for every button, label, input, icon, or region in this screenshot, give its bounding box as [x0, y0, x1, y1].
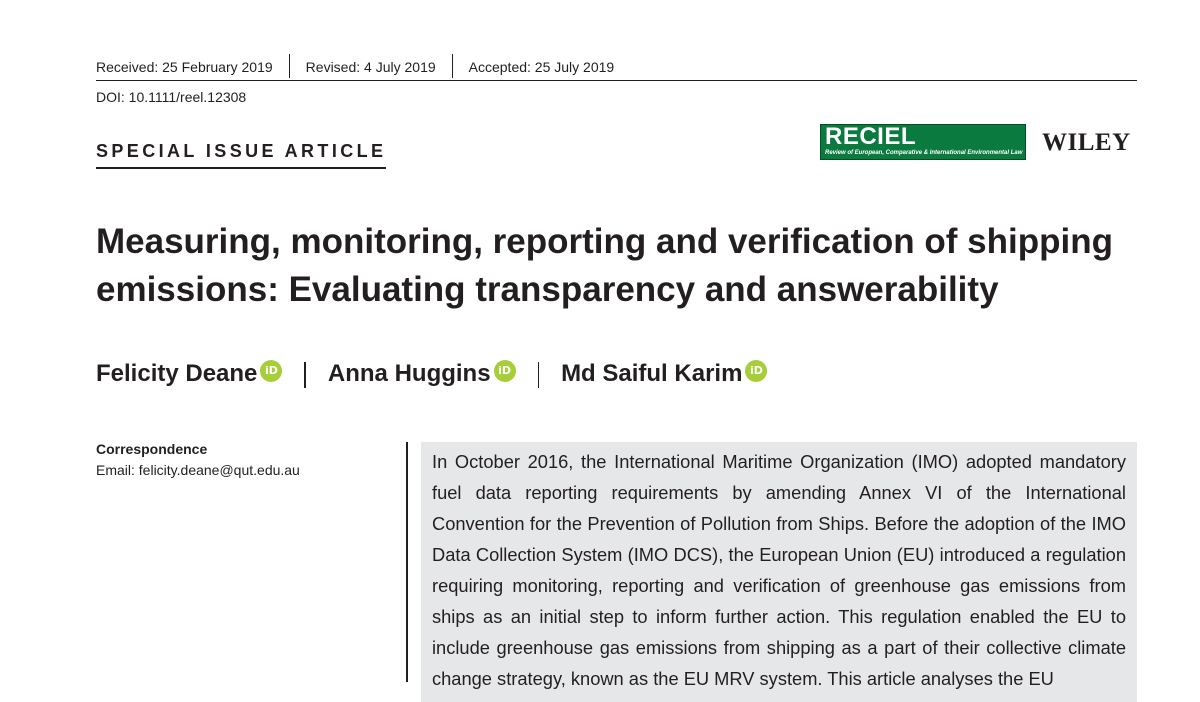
accepted-date: Accepted: 25 July 2019 [468, 59, 615, 75]
doi-link[interactable]: DOI: 10.1111/reel.12308 [96, 89, 247, 105]
publication-history [96, 50, 1137, 81]
author[interactable] [561, 358, 767, 390]
column-divider [406, 442, 408, 682]
author-name[interactable]: Md Saiful Karim [561, 360, 743, 387]
divider [452, 54, 453, 78]
article-title: Measuring, monitoring, reporting and verification of shipping emissions: Evaluating transparency and answerability [96, 222, 1113, 309]
abstract-box [421, 442, 1137, 702]
author-divider [538, 362, 540, 388]
orcid-icon[interactable]: iD [260, 360, 282, 382]
author-list [96, 358, 767, 390]
author[interactable] [328, 358, 516, 390]
author[interactable] [96, 358, 282, 390]
journal-name: RECIEL [825, 124, 917, 150]
received-date: Received: 25 February 2019 [96, 59, 273, 75]
article-type-label: SPECIAL ISSUE ARTICLE [96, 140, 386, 169]
publisher-logo[interactable]: WILEY [1042, 129, 1131, 156]
correspondence-email[interactable]: Email: felicity.deane@qut.edu.au [96, 462, 300, 478]
journal-subtitle: Review of European, Comparative & International Environmental Law [825, 150, 1023, 156]
abstract-text: In October 2016, the International Maritime Organization (IMO) adopted mandatory fuel data reporting requirements by amending Annex VI of the International Convention for the Prevention of Pollution from Ships. Before the adoption of the IMO Data Collection System (IMO DCS), the European Union (EU) introduced a regulation requiring monitoring, reporting and verification of greenhouse gas emissions from ships as an initial step to inform further action. This regulation enabled the EU to include greenhouse gas emissions from shipping as a part of their collective climate change strategy, known as the EU MRV system. This article analyses the EU [432, 451, 1126, 689]
author-name[interactable]: Felicity Deane [96, 360, 258, 387]
revised-date: Revised: 4 July 2019 [305, 59, 436, 75]
correspondence-heading: Correspondence [96, 441, 208, 457]
divider [289, 54, 290, 78]
author-divider [304, 362, 306, 388]
orcid-icon[interactable]: iD [745, 360, 767, 382]
journal-logo[interactable] [820, 124, 1026, 160]
author-name[interactable]: Anna Huggins [327, 360, 491, 387]
orcid-icon[interactable]: iD [494, 360, 516, 382]
